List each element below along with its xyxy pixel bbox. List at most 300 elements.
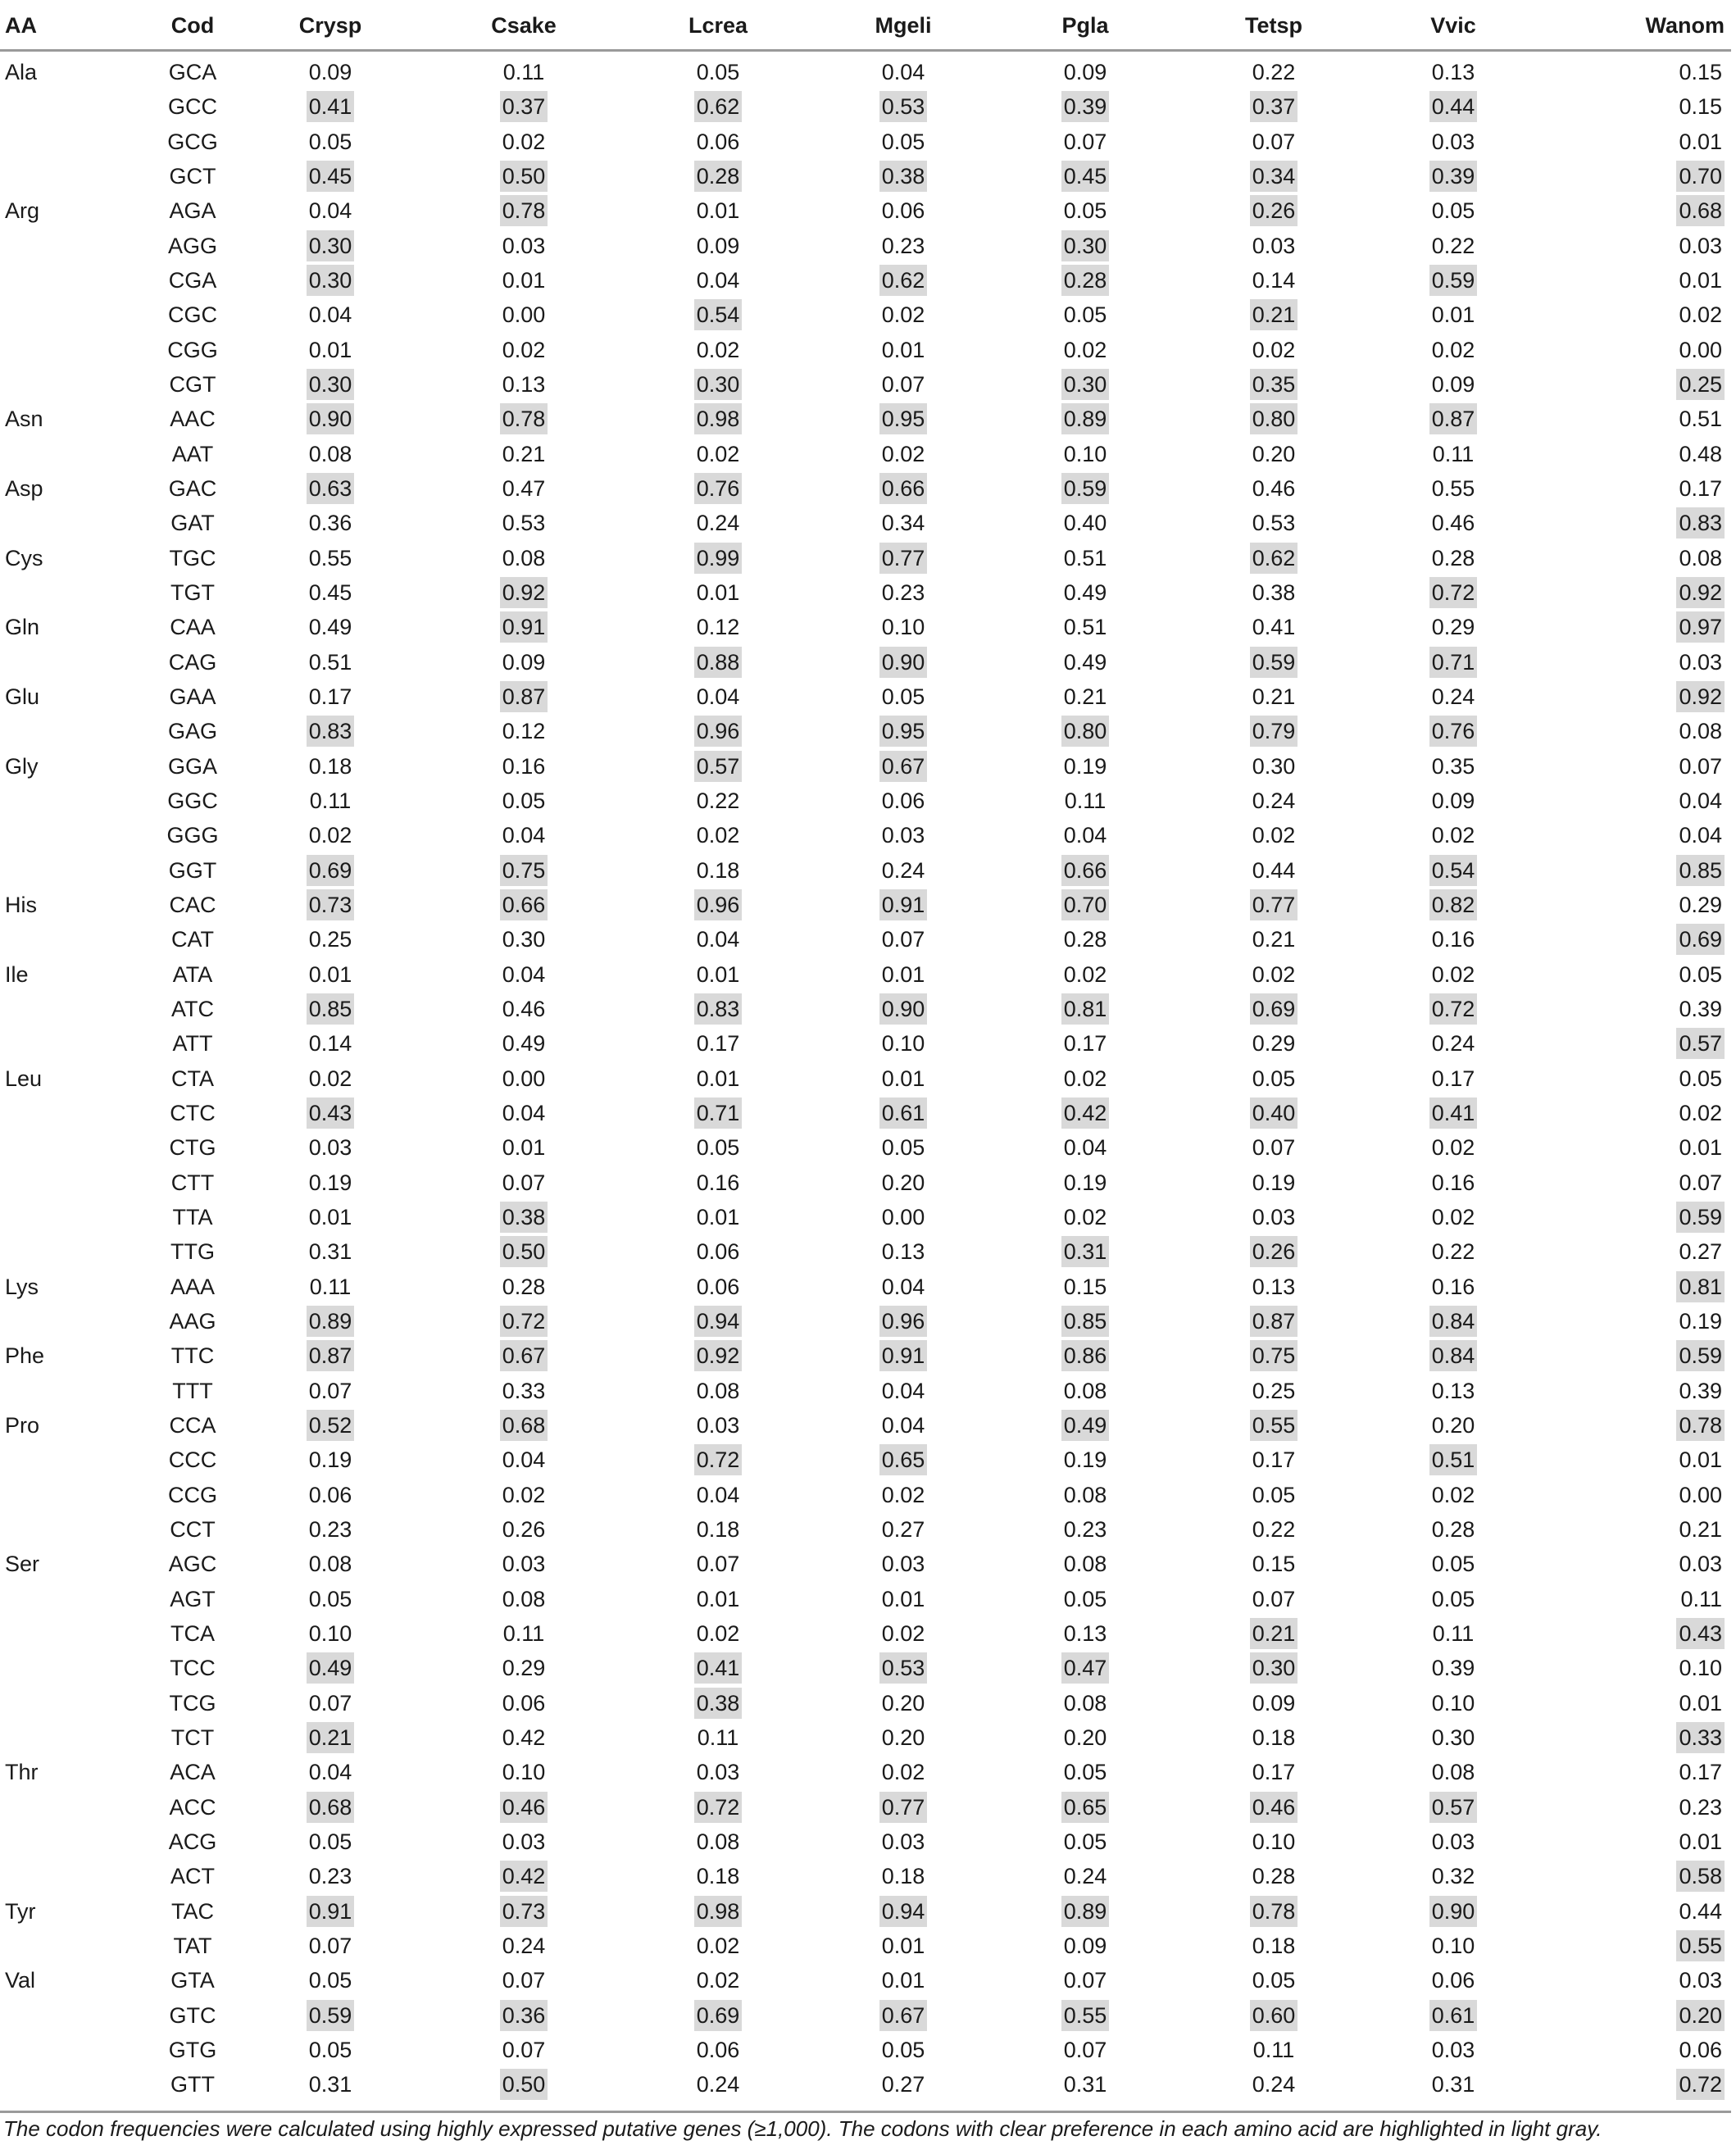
highlighted-frequency: 0.58 bbox=[1676, 1861, 1725, 1892]
frequency: 0.17 bbox=[1679, 476, 1722, 501]
value-cell-pgla bbox=[1036, 1304, 1134, 1338]
highlighted-frequency: 0.75 bbox=[1250, 1340, 1298, 1371]
value-cell-crysp bbox=[281, 1443, 379, 1477]
highlighted-frequency: 0.98 bbox=[694, 1896, 743, 1927]
table-row bbox=[0, 1790, 1731, 1825]
highlighted-frequency: 0.84 bbox=[1429, 1306, 1478, 1337]
value-cell-wanom bbox=[1600, 263, 1725, 298]
value-cell-vvic bbox=[1404, 1166, 1502, 1200]
codon-cell: CTA bbox=[171, 1066, 214, 1091]
highlighted-frequency: 0.94 bbox=[879, 1896, 928, 1927]
codon-cell: CGA bbox=[168, 268, 217, 293]
value-cell-vvic bbox=[1404, 1929, 1502, 1963]
codon-cell: ATC bbox=[171, 997, 214, 1021]
value-cell-wanom bbox=[1600, 1825, 1725, 1859]
value-cell-pgla bbox=[1036, 645, 1134, 679]
frequency: 0.02 bbox=[502, 129, 546, 154]
value-cell-wanom bbox=[1600, 298, 1725, 332]
frequency: 0.51 bbox=[1063, 615, 1107, 640]
value-cell-wanom bbox=[1600, 888, 1725, 922]
value-cell-lcrea bbox=[669, 1998, 767, 2033]
value-cell-mgeli bbox=[854, 1166, 952, 1200]
frequency: 0.05 bbox=[502, 788, 546, 813]
value-cell-lcrea bbox=[669, 645, 767, 679]
value-cell-mgeli bbox=[854, 402, 952, 436]
frequency: 0.05 bbox=[1252, 1066, 1296, 1091]
value-cell-mgeli bbox=[854, 888, 952, 922]
frequency: 0.02 bbox=[696, 1621, 740, 1646]
value-cell-mgeli bbox=[854, 1061, 952, 1096]
highlighted-frequency: 0.62 bbox=[1250, 543, 1298, 574]
value-cell-tetsp bbox=[1225, 1790, 1323, 1825]
table-row bbox=[0, 1374, 1731, 1408]
value-cell-crysp bbox=[281, 1582, 379, 1616]
value-cell-mgeli bbox=[854, 1338, 952, 1373]
value-cell-mgeli bbox=[854, 1686, 952, 1720]
value-cell-tetsp bbox=[1225, 1512, 1323, 1547]
value-cell-crysp bbox=[281, 2033, 379, 2067]
value-cell-tetsp bbox=[1225, 263, 1323, 298]
value-cell-lcrea bbox=[669, 1582, 767, 1616]
highlighted-frequency: 0.97 bbox=[1676, 611, 1725, 643]
frequency: 0.05 bbox=[1063, 1760, 1107, 1785]
frequency: 0.03 bbox=[1679, 233, 1722, 258]
frequency: 0.18 bbox=[881, 1864, 925, 1889]
highlighted-frequency: 0.92 bbox=[500, 577, 548, 608]
value-cell-vvic bbox=[1404, 2033, 1502, 2067]
table-row bbox=[0, 1061, 1731, 1096]
frequency: 0.05 bbox=[1063, 302, 1107, 328]
frequency: 0.28 bbox=[502, 1274, 546, 1299]
codon-cell: GAA bbox=[169, 684, 216, 709]
table-row bbox=[0, 818, 1731, 852]
frequency: 0.00 bbox=[502, 1066, 546, 1091]
value-cell-lcrea bbox=[669, 1929, 767, 1963]
frequency: 0.23 bbox=[1679, 1794, 1722, 1820]
value-cell-wanom bbox=[1600, 1408, 1725, 1443]
highlighted-frequency: 0.67 bbox=[500, 1340, 548, 1371]
value-cell-crysp bbox=[281, 1825, 379, 1859]
codon-cell: CGC bbox=[168, 302, 217, 328]
value-cell-pgla bbox=[1036, 922, 1134, 957]
codon-cell: ACG bbox=[168, 1829, 217, 1854]
frequency: 0.36 bbox=[308, 511, 352, 536]
value-cell-vvic bbox=[1404, 263, 1502, 298]
frequency: 0.04 bbox=[502, 1101, 546, 1125]
highlighted-frequency: 0.50 bbox=[500, 161, 548, 192]
value-cell-crysp bbox=[281, 1061, 379, 1096]
frequency: 0.07 bbox=[308, 1690, 352, 1716]
table-row bbox=[0, 229, 1731, 263]
value-cell-crysp bbox=[281, 1130, 379, 1165]
value-cell-lcrea bbox=[669, 957, 767, 992]
value-cell-mgeli bbox=[854, 1026, 952, 1061]
value-cell-pgla bbox=[1036, 1825, 1134, 1859]
value-cell-lcrea bbox=[669, 55, 767, 89]
frequency: 0.02 bbox=[696, 1934, 740, 1958]
value-cell-csake bbox=[475, 1130, 573, 1165]
frequency: 0.14 bbox=[1252, 268, 1296, 293]
value-cell-wanom bbox=[1600, 575, 1725, 610]
value-cell-tetsp bbox=[1225, 1130, 1323, 1165]
value-cell-lcrea bbox=[669, 1755, 767, 1789]
table-row bbox=[0, 957, 1731, 992]
frequency: 0.07 bbox=[502, 1170, 546, 1195]
table-row bbox=[0, 1686, 1731, 1720]
highlighted-frequency: 0.80 bbox=[1061, 716, 1110, 747]
frequency: 0.18 bbox=[1252, 1934, 1296, 1958]
frequency: 0.10 bbox=[308, 1621, 352, 1646]
value-cell-crysp bbox=[281, 853, 379, 888]
frequency: 0.02 bbox=[308, 1066, 352, 1091]
frequency: 0.09 bbox=[1063, 60, 1107, 84]
value-cell-crysp bbox=[281, 1478, 379, 1512]
value-cell-pgla bbox=[1036, 1443, 1134, 1477]
value-cell-pgla bbox=[1036, 749, 1134, 784]
frequency: 0.04 bbox=[1063, 1135, 1107, 1161]
highlighted-frequency: 0.66 bbox=[500, 889, 548, 920]
highlighted-frequency: 0.73 bbox=[500, 1896, 548, 1927]
frequency: 0.41 bbox=[1252, 615, 1296, 640]
frequency: 0.02 bbox=[1063, 337, 1107, 362]
value-cell-tetsp bbox=[1225, 2067, 1323, 2102]
value-cell-lcrea bbox=[669, 1616, 767, 1651]
frequency: 0.30 bbox=[1252, 753, 1296, 779]
frequency: 0.01 bbox=[881, 1934, 925, 1958]
value-cell-wanom bbox=[1600, 541, 1725, 575]
frequency: 0.21 bbox=[1252, 684, 1296, 709]
frequency: 0.04 bbox=[881, 1274, 925, 1299]
highlighted-frequency: 0.94 bbox=[694, 1306, 743, 1337]
frequency: 0.31 bbox=[308, 2072, 352, 2097]
column-header-tetsp: Tetsp bbox=[1244, 13, 1302, 38]
value-cell-crysp bbox=[281, 1026, 379, 1061]
value-cell-csake bbox=[475, 367, 573, 402]
table-row bbox=[0, 784, 1731, 818]
frequency: 0.11 bbox=[697, 1725, 739, 1750]
value-cell-csake bbox=[475, 1963, 573, 1997]
value-cell-lcrea bbox=[669, 1547, 767, 1581]
frequency: 0.08 bbox=[1679, 545, 1722, 570]
codon-cell: CTG bbox=[169, 1135, 216, 1161]
table-row bbox=[0, 645, 1731, 679]
value-cell-csake bbox=[475, 298, 573, 332]
frequency: 0.03 bbox=[1431, 129, 1475, 154]
frequency: 0.39 bbox=[1679, 997, 1722, 1021]
value-cell-tetsp bbox=[1225, 1894, 1323, 1929]
value-cell-crysp bbox=[281, 298, 379, 332]
value-cell-crysp bbox=[281, 714, 379, 748]
frequency: 0.02 bbox=[696, 1968, 740, 1993]
codon-cell: TTC bbox=[170, 1343, 215, 1369]
value-cell-wanom bbox=[1600, 818, 1725, 852]
codon-cell: TGC bbox=[169, 545, 216, 570]
frequency: 0.01 bbox=[1679, 268, 1722, 293]
value-cell-pgla bbox=[1036, 818, 1134, 852]
value-cell-lcrea bbox=[669, 853, 767, 888]
value-cell-crysp bbox=[281, 1894, 379, 1929]
value-cell-tetsp bbox=[1225, 1547, 1323, 1581]
frequency: 0.04 bbox=[502, 823, 546, 848]
frequency: 0.02 bbox=[1431, 1135, 1475, 1161]
value-cell-vvic bbox=[1404, 471, 1502, 506]
frequency: 0.03 bbox=[502, 1552, 546, 1577]
value-cell-crysp bbox=[281, 193, 379, 228]
value-cell-crysp bbox=[281, 1338, 379, 1373]
value-cell-mgeli bbox=[854, 575, 952, 610]
frequency: 0.10 bbox=[502, 1760, 546, 1785]
value-cell-wanom bbox=[1600, 1616, 1725, 1651]
highlighted-frequency: 0.85 bbox=[1676, 855, 1725, 886]
value-cell-tetsp bbox=[1225, 1270, 1323, 1304]
highlighted-frequency: 0.92 bbox=[1676, 577, 1725, 608]
highlighted-frequency: 0.37 bbox=[1250, 91, 1298, 122]
value-cell-mgeli bbox=[854, 1616, 952, 1651]
highlighted-frequency: 0.38 bbox=[500, 1202, 548, 1233]
value-cell-crysp bbox=[281, 1790, 379, 1825]
highlighted-frequency: 0.91 bbox=[307, 1896, 355, 1927]
value-cell-vvic bbox=[1404, 645, 1502, 679]
frequency: 0.09 bbox=[1431, 372, 1475, 397]
value-cell-pgla bbox=[1036, 1061, 1134, 1096]
frequency: 0.01 bbox=[502, 1135, 546, 1161]
value-cell-lcrea bbox=[669, 1200, 767, 1234]
value-cell-lcrea bbox=[669, 193, 767, 228]
table-row bbox=[0, 888, 1731, 922]
value-cell-tetsp bbox=[1225, 159, 1323, 193]
highlighted-frequency: 0.89 bbox=[307, 1306, 355, 1337]
frequency: 0.31 bbox=[1063, 2072, 1107, 2097]
highlighted-frequency: 0.75 bbox=[500, 855, 548, 886]
frequency: 0.11 bbox=[309, 1274, 352, 1299]
value-cell-mgeli bbox=[854, 367, 952, 402]
frequency: 0.05 bbox=[1063, 1586, 1107, 1611]
value-cell-vvic bbox=[1404, 193, 1502, 228]
value-cell-csake bbox=[475, 2067, 573, 2102]
value-cell-pgla bbox=[1036, 610, 1134, 644]
value-cell-wanom bbox=[1600, 1130, 1725, 1165]
codon-cell: GTA bbox=[170, 1968, 215, 1993]
frequency: 0.01 bbox=[881, 337, 925, 362]
value-cell-csake bbox=[475, 1998, 573, 2033]
codon-cell: GTT bbox=[170, 2072, 215, 2097]
frequency: 0.01 bbox=[696, 1205, 740, 1229]
frequency: 0.27 bbox=[881, 1517, 925, 1542]
frequency: 0.24 bbox=[1252, 2072, 1296, 2097]
frequency: 0.05 bbox=[308, 1586, 352, 1611]
highlighted-frequency: 0.90 bbox=[307, 403, 355, 434]
value-cell-pgla bbox=[1036, 1338, 1134, 1373]
frequency: 0.03 bbox=[881, 1829, 925, 1854]
value-cell-csake bbox=[475, 437, 573, 471]
value-cell-vvic bbox=[1404, 922, 1502, 957]
table-row bbox=[0, 55, 1731, 89]
table-row bbox=[0, 1825, 1731, 1859]
highlighted-frequency: 0.81 bbox=[1061, 993, 1110, 1025]
value-cell-vvic bbox=[1404, 1686, 1502, 1720]
value-cell-lcrea bbox=[669, 1234, 767, 1269]
amino-acid-cell: Lys bbox=[5, 1274, 39, 1299]
value-cell-pgla bbox=[1036, 1026, 1134, 1061]
highlighted-frequency: 0.28 bbox=[1061, 265, 1110, 296]
frequency: 0.02 bbox=[1252, 961, 1296, 987]
frequency: 0.01 bbox=[1679, 1690, 1722, 1716]
value-cell-tetsp bbox=[1225, 1026, 1323, 1061]
value-cell-pgla bbox=[1036, 1547, 1134, 1581]
frequency: 0.06 bbox=[881, 198, 925, 224]
value-cell-mgeli bbox=[854, 1963, 952, 1997]
table-row bbox=[0, 1720, 1731, 1755]
value-cell-tetsp bbox=[1225, 229, 1323, 263]
value-cell-csake bbox=[475, 333, 573, 367]
frequency: 0.49 bbox=[1063, 649, 1107, 675]
value-cell-vvic bbox=[1404, 1790, 1502, 1825]
value-cell-csake bbox=[475, 159, 573, 193]
highlighted-frequency: 0.88 bbox=[694, 647, 743, 678]
value-cell-lcrea bbox=[669, 298, 767, 332]
frequency: 0.55 bbox=[1431, 476, 1475, 501]
frequency: 0.02 bbox=[881, 441, 925, 466]
frequency: 0.05 bbox=[1063, 1829, 1107, 1854]
value-cell-mgeli bbox=[854, 1547, 952, 1581]
frequency: 0.00 bbox=[1679, 337, 1722, 362]
table-row bbox=[0, 263, 1731, 298]
highlighted-frequency: 0.84 bbox=[1429, 1340, 1478, 1371]
value-cell-lcrea bbox=[669, 125, 767, 159]
frequency: 0.09 bbox=[696, 233, 740, 258]
value-cell-tetsp bbox=[1225, 714, 1323, 748]
frequency: 0.03 bbox=[881, 1552, 925, 1577]
frequency: 0.20 bbox=[1252, 441, 1296, 466]
frequency: 0.22 bbox=[696, 788, 740, 813]
value-cell-lcrea bbox=[669, 888, 767, 922]
value-cell-pgla bbox=[1036, 437, 1134, 471]
value-cell-lcrea bbox=[669, 1790, 767, 1825]
highlighted-frequency: 0.85 bbox=[1061, 1306, 1110, 1337]
frequency: 0.04 bbox=[502, 961, 546, 987]
value-cell-mgeli bbox=[854, 89, 952, 124]
highlighted-frequency: 0.35 bbox=[1250, 369, 1298, 400]
value-cell-lcrea bbox=[669, 89, 767, 124]
highlighted-frequency: 0.67 bbox=[879, 2000, 928, 2031]
highlighted-frequency: 0.30 bbox=[307, 230, 355, 261]
frequency: 0.04 bbox=[696, 684, 740, 709]
value-cell-tetsp bbox=[1225, 957, 1323, 992]
frequency: 0.04 bbox=[1679, 788, 1722, 813]
value-cell-csake bbox=[475, 714, 573, 748]
value-cell-pgla bbox=[1036, 679, 1134, 714]
value-cell-mgeli bbox=[854, 610, 952, 644]
highlighted-frequency: 0.78 bbox=[1676, 1410, 1725, 1441]
table-row bbox=[0, 679, 1731, 714]
value-cell-vvic bbox=[1404, 506, 1502, 540]
codon-cell: GTG bbox=[168, 2038, 217, 2062]
frequency: 0.30 bbox=[1431, 1725, 1475, 1750]
value-cell-pgla bbox=[1036, 1582, 1134, 1616]
value-cell-tetsp bbox=[1225, 575, 1323, 610]
column-header-wanom: Wanom bbox=[1645, 13, 1725, 38]
value-cell-mgeli bbox=[854, 749, 952, 784]
codon-cell: GCT bbox=[169, 164, 216, 189]
frequency: 0.13 bbox=[1431, 1378, 1475, 1403]
frequency: 0.10 bbox=[1431, 1690, 1475, 1716]
value-cell-csake bbox=[475, 1096, 573, 1130]
highlighted-frequency: 0.57 bbox=[694, 751, 743, 782]
value-cell-vvic bbox=[1404, 1998, 1502, 2033]
value-cell-pgla bbox=[1036, 159, 1134, 193]
value-cell-vvic bbox=[1404, 1547, 1502, 1581]
value-cell-wanom bbox=[1600, 1720, 1725, 1755]
frequency: 0.02 bbox=[696, 337, 740, 362]
highlighted-frequency: 0.69 bbox=[307, 855, 355, 886]
value-cell-mgeli bbox=[854, 1408, 952, 1443]
value-cell-wanom bbox=[1600, 1338, 1725, 1373]
value-cell-mgeli bbox=[854, 541, 952, 575]
highlighted-frequency: 0.77 bbox=[1250, 889, 1298, 920]
frequency: 0.08 bbox=[308, 1552, 352, 1577]
frequency: 0.02 bbox=[881, 1482, 925, 1507]
highlighted-frequency: 0.72 bbox=[500, 1306, 548, 1337]
highlighted-frequency: 0.72 bbox=[694, 1792, 743, 1823]
frequency: 0.02 bbox=[696, 441, 740, 466]
frequency: 0.02 bbox=[1679, 302, 1722, 328]
value-cell-crysp bbox=[281, 1998, 379, 2033]
highlighted-frequency: 0.95 bbox=[879, 403, 928, 434]
value-cell-wanom bbox=[1600, 714, 1725, 748]
value-cell-pgla bbox=[1036, 1408, 1134, 1443]
highlighted-frequency: 0.69 bbox=[1250, 993, 1298, 1025]
value-cell-vvic bbox=[1404, 1443, 1502, 1477]
frequency: 0.00 bbox=[502, 302, 546, 328]
codon-cell: TTA bbox=[172, 1205, 213, 1229]
value-cell-csake bbox=[475, 1270, 573, 1304]
value-cell-mgeli bbox=[854, 818, 952, 852]
value-cell-pgla bbox=[1036, 1755, 1134, 1789]
frequency: 0.02 bbox=[1431, 961, 1475, 987]
value-cell-vvic bbox=[1404, 1512, 1502, 1547]
codon-cell: TCA bbox=[170, 1621, 215, 1646]
table-row bbox=[0, 853, 1731, 888]
frequency: 0.07 bbox=[502, 1968, 546, 1993]
frequency: 0.02 bbox=[502, 337, 546, 362]
value-cell-lcrea bbox=[669, 610, 767, 644]
value-cell-wanom bbox=[1600, 55, 1725, 89]
frequency: 0.01 bbox=[308, 961, 352, 987]
value-cell-wanom bbox=[1600, 1096, 1725, 1130]
frequency: 0.34 bbox=[881, 511, 925, 536]
value-cell-wanom bbox=[1600, 367, 1725, 402]
frequency: 0.18 bbox=[308, 753, 352, 779]
highlighted-frequency: 0.92 bbox=[1676, 681, 1725, 712]
value-cell-mgeli bbox=[854, 2033, 952, 2067]
value-cell-mgeli bbox=[854, 125, 952, 159]
value-cell-crysp bbox=[281, 610, 379, 644]
frequency: 0.02 bbox=[1431, 1482, 1475, 1507]
value-cell-mgeli bbox=[854, 1200, 952, 1234]
column-header-aa: AA bbox=[5, 13, 37, 38]
value-cell-wanom bbox=[1600, 992, 1725, 1026]
frequency: 0.25 bbox=[1252, 1378, 1296, 1403]
codon-cell: TCT bbox=[170, 1725, 215, 1750]
frequency: 0.09 bbox=[1431, 788, 1475, 813]
codon-cell: AGG bbox=[167, 233, 217, 258]
value-cell-vvic bbox=[1404, 957, 1502, 992]
frequency: 0.08 bbox=[308, 441, 352, 466]
value-cell-vvic bbox=[1404, 1859, 1502, 1893]
value-cell-lcrea bbox=[669, 1338, 767, 1373]
highlighted-frequency: 0.72 bbox=[1429, 577, 1478, 608]
frequency: 0.35 bbox=[1431, 753, 1475, 779]
